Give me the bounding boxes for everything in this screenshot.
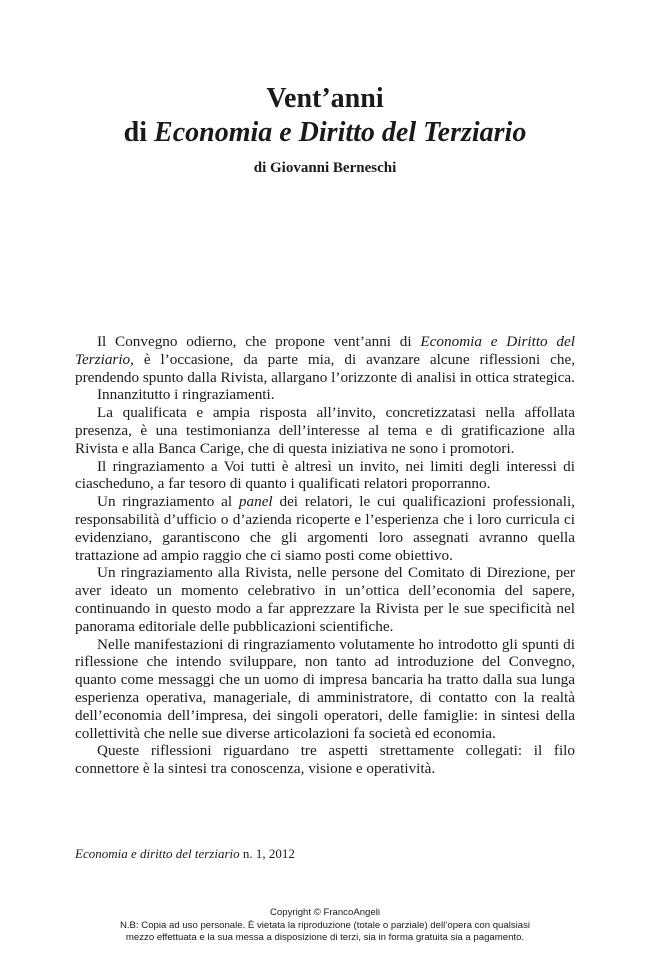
p5-italic: panel	[238, 493, 273, 511]
article-title-line2	[0, 116, 650, 150]
journal-name-in-title: Economia e Diritto del Terziario	[154, 117, 527, 148]
p1-text-a: Il Convegno odierno, che propone vent’anni di	[97, 333, 421, 350]
p1-italic: Economia e Diritto del Terziario	[75, 333, 575, 368]
journal-citation	[75, 846, 295, 862]
paragraph-7: Nelle manifestazioni di ringraziamento volutamente ho introdotto gli spunti di riflessione che intendo sviluppare, non tanto ad introduzione del Convegno, quanto come messaggi che un uomo di impresa bancaria ha tratto dalla sua lunga esperienza operativa, manageriale, di amministratore, di contatto con la realtà dell’economia dell’impresa, dei singoli operatori, delle famiglie: in sintesi della collettività che nelle sue diverse articolazioni fa società ed economia.	[75, 635, 575, 742]
article-title-line1: Vent’anni	[266, 83, 384, 114]
copyright-line-2: N.B: Copia ad uso personale. È vietata la riproduzione (totale o parziale) dell’opera con qualsiasi	[119, 919, 531, 931]
paragraph-1	[75, 333, 575, 386]
paragraph-2: Innanzitutto i ringraziamenti.	[97, 386, 275, 404]
p5-text-a: Un ringraziamento al	[97, 493, 239, 511]
author-byline: di Giovanni Berneschi	[253, 160, 397, 176]
paragraph-5	[75, 493, 575, 564]
paragraph-3: La qualificata e ampia risposta all’invito, concretizzatasi nella affollata presenza, è una testimonianza dell’interesse al tema e di gratificazione alla Rivista e alla Banca Carige, che di questa iniziativa ne sono i promotori.	[75, 404, 575, 457]
journal-name: Economia e diritto del terziario	[75, 846, 240, 861]
paragraph-8: Queste riflessioni riguardano tre aspetti strettamente collegati: il filo connettore è la sintesi tra conoscenza, visione e operatività.	[75, 742, 575, 778]
paragraph-6: Un ringraziamento alla Rivista, nelle persone del Comitato di Direzione, per aver ideato un momento celebrativo in un’ottica dell’economia del sapere, continuando in questo modo a far apprezzare la Rivista per le sue specificità nel panorama editoriale delle pubblicazioni scientifiche.	[75, 564, 575, 635]
title-prefix: di	[123, 117, 155, 148]
article-body	[75, 333, 575, 778]
p5-text-c: dei relatori, le cui qualificazioni professionali, responsabilità d’ufficio o d’azienda ricoperte e l’esperienza che i loro curricula ci evidenziano, garantiscono che gli argomenti loro assegnati avranno quella trattazione ad ampio raggio che ci siamo posti come obiettivo.	[75, 493, 575, 564]
p1-text-c: , è l’occasione, da parte mia, di avanzare alcune riflessioni che, prendendo spunto dalla Rivista, allargano l’orizzonte di analisi in ottica strategica.	[75, 350, 575, 386]
paragraph-4: Il ringraziamento a Voi tutti è altresì un invito, nei limiti degli interessi di ciascheduno, a far tesoro di quanto i qualificati relatori proporranno.	[75, 457, 575, 493]
copyright-line-3: mezzo effettuata e la sua messa a disposizione di terzi, sia in forma gratuita sia a pagamento.	[125, 932, 525, 943]
copyright-line-1: Copyright © FrancoAngeli	[270, 907, 380, 918]
copyright-notice	[0, 907, 650, 945]
journal-issue: n. 1, 2012	[239, 846, 295, 861]
